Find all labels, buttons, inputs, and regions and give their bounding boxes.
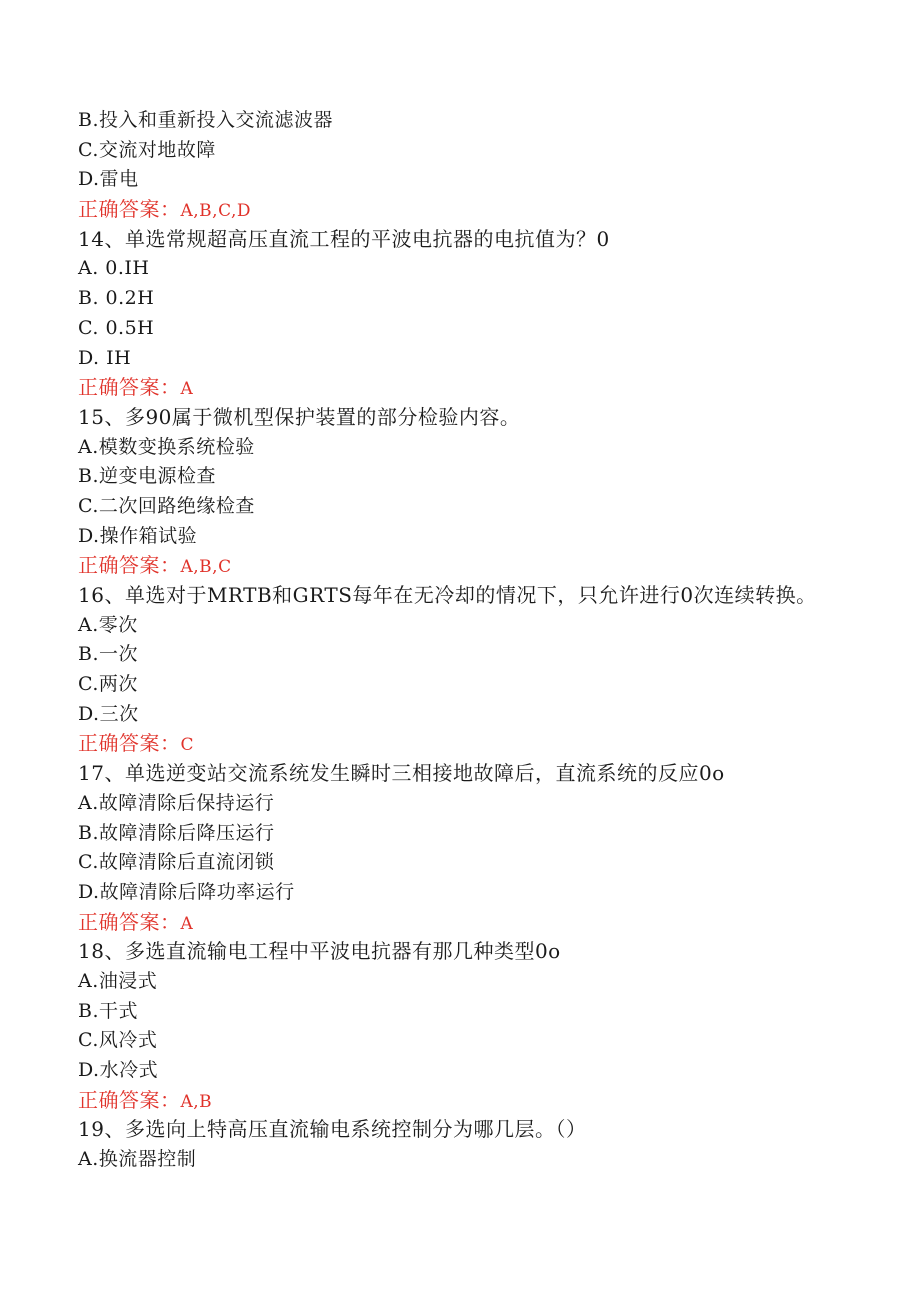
- option-line: B. 0.2H: [78, 287, 155, 310]
- answer-line: [78, 195, 878, 225]
- option-line: C.两次: [78, 673, 138, 696]
- question-line: 17、单选逆变站交流系统发生瞬时三相接地故障后，直流系统的反应0o: [78, 761, 725, 786]
- option-line: B.故障清除后降压运行: [78, 821, 275, 844]
- option-line: B.投入和重新投入交流滤波器: [78, 109, 334, 131]
- answer-value: A,B,C: [180, 557, 232, 578]
- option-line: D. IH: [78, 346, 132, 369]
- document-page: [78, 106, 878, 1175]
- answer-label: 正确答案：: [78, 1087, 181, 1112]
- option-line: C.风冷式: [78, 1029, 158, 1052]
- option-line: D.雷电: [78, 168, 139, 191]
- answer-label: 正确答案：: [78, 731, 181, 756]
- question-line: 18、多选直流输电工程中平波电抗器有那几种类型0o: [78, 939, 561, 964]
- answer-label: 正确答案：: [78, 909, 181, 934]
- question-line: 15、多90属于微机型保护装置的部分检验内容。: [78, 404, 521, 429]
- option-line: D.水冷式: [78, 1059, 159, 1081]
- answer-line: [78, 908, 878, 938]
- answer-value: A: [180, 379, 194, 400]
- question-line: 16、单选对于MRTB和GRTS每年在无冷却的情况下，只允许进行0次连续转换。: [78, 583, 817, 607]
- option-line: B.干式: [78, 999, 139, 1022]
- question-line: 14、单选常规超高压直流工程的平波电抗器的电抗值为？0: [78, 226, 610, 251]
- answer-label: 正确答案：: [78, 553, 181, 578]
- question-line: 19、多选向上特高压直流输电系统控制分为哪几层。（）: [78, 1117, 587, 1142]
- answer-value: C: [180, 735, 195, 756]
- option-line: C.交流对地故障: [78, 138, 216, 161]
- option-line: D.三次: [78, 702, 139, 725]
- option-line: A.模数变换系统检验: [78, 435, 255, 458]
- option-line: B.一次: [78, 643, 139, 666]
- answer-label: 正确答案：: [78, 375, 181, 400]
- option-line: A. 0.IH: [78, 257, 150, 280]
- option-line: C.二次回路绝缘检查: [78, 494, 255, 517]
- answer-value: A: [180, 913, 194, 934]
- option-line: A.故障清除后保持运行: [78, 791, 275, 814]
- option-line: D.故障清除后降功率运行: [78, 880, 295, 903]
- answer-label: 正确答案：: [78, 197, 181, 222]
- answer-line: [78, 551, 878, 581]
- answer-value: A,B,C,D: [180, 201, 252, 222]
- option-line: A.零次: [78, 613, 138, 636]
- answer-line: [78, 729, 878, 759]
- answer-line: [78, 373, 878, 403]
- answer-value: A,B: [180, 1091, 213, 1112]
- option-line: B.逆变电源检查: [78, 465, 217, 488]
- option-line: A.换流器控制: [78, 1148, 197, 1171]
- option-line: A.油浸式: [78, 969, 158, 992]
- option-line: C.故障清除后直流闭锁: [78, 851, 275, 874]
- option-line: C. 0.5H: [78, 316, 155, 339]
- option-line: D.操作箱试验: [78, 524, 198, 547]
- answer-line: [78, 1086, 878, 1116]
